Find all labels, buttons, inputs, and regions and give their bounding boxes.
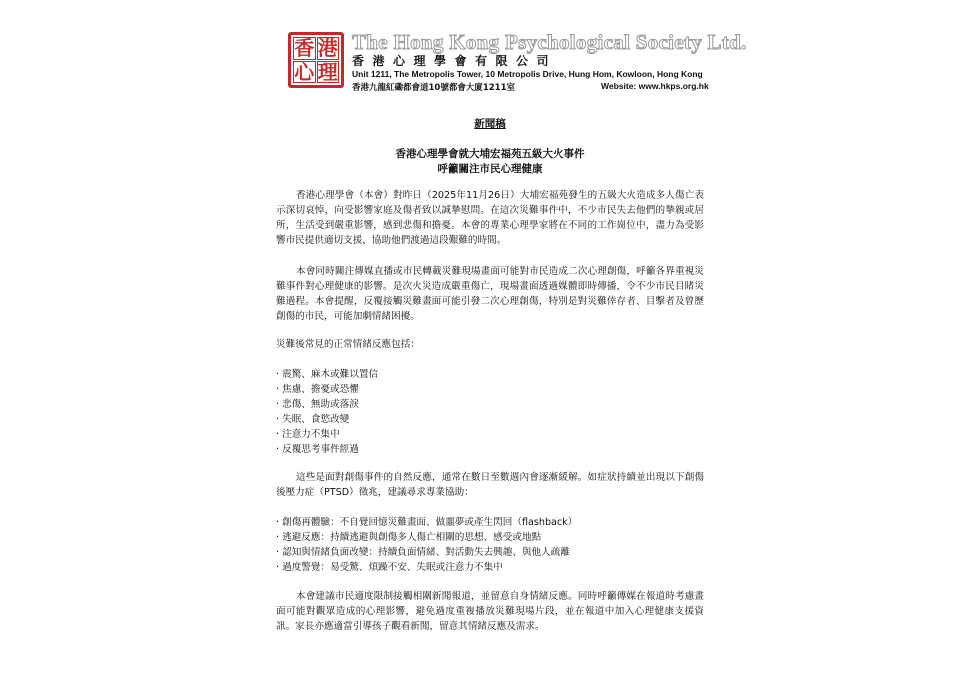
paragraph-ptsd-intro: 這些是面對創傷事件的自然反應，通常在數日至數週內會逐漸緩解。如症狀持續並出現以下創傷後壓力症（PTSD）徵兆，建議尋求專業協助： (276, 472, 704, 498)
seal-char: 港 (317, 36, 338, 61)
list-item: · 震驚、麻木或難以置信 (276, 369, 379, 380)
paragraph-reactions-intro: 災難後常見的正常情緒反應包括： (276, 339, 420, 350)
seal-char: 理 (317, 59, 338, 84)
paragraph-media-concern: 本會同時關注傳媒直播或市民轉載災難現場畫面可能對市民造成二次心理創傷，呼籲各界重視災難事件對心理健康的影響。是次火災造成嚴重傷亡，現場畫面透過媒體即時傳播，令不少市民目睹災難過程。本會提醒，反覆接觸災難畫面可能引發二次心理創傷，特別是對災難倖存者、目擊者及曾歷創傷的市民，可能加劇情緒困擾。 (276, 266, 704, 322)
paragraph-recommendation: 本會建議市民適度限制接觸相關新聞報道，並留意自身情緒反應。同時呼籲傳媒在報道時考慮畫面可能對觀眾造成的心理影響，避免過度重複播放災難現場片段，並在報道中加入心理健康支援資訊。家長亦應適當引導孩子觀看新聞，留意其情緒反應及需求。 (276, 591, 704, 632)
list-item: · 認知與情緒負面改變：持續負面情緒、對活動失去興趣、與他人疏離 (276, 547, 570, 558)
press-release-label: 新聞稿 (474, 118, 506, 130)
list-item: · 焦慮、擔憂或恐懼 (276, 384, 359, 395)
document-title-line2: 呼籲關注市民心理健康 (437, 163, 543, 175)
reactions-list (276, 367, 704, 457)
seal-char: 心 (294, 59, 315, 84)
letterhead-title-cn: 香港心理學會有限公司 (352, 54, 558, 68)
society-seal-logo (288, 32, 344, 88)
letterhead-title-en: The Hong Kong Psychological Society Ltd. (352, 30, 747, 54)
letterhead-website: Website: www.hkps.org.hk (601, 81, 709, 91)
ptsd-signs-list (276, 515, 704, 575)
seal-char: 香 (294, 36, 315, 61)
letterhead-address-en: Unit 1211, The Metropolis Tower, 10 Metropolis Drive, Hung Hom, Kowloon, Hong Kong (352, 69, 703, 79)
letterhead-address-cn: 香港九龍紅磡都會道10號都會大廈1211室 (352, 83, 515, 93)
list-item: · 過度警覺：易受驚、煩躁不安、失眠或注意力不集中 (276, 562, 503, 573)
list-item: · 悲傷、無助或落淚 (276, 399, 359, 410)
paragraph-condolence: 香港心理學會（本會）對昨日（2025年11月26日）大埔宏福苑發生的五級大火造成多人傷亡表示深切哀悼，向受影響家庭及傷者致以誠摯慰問。在這次災難事件中，不少市民失去他們的摯親或居所，生活受到嚴重影響，感到悲傷和擔憂。本會的專業心理學家將在不同的工作崗位中，盡力為受影響市民提供適切支援，協助他們渡過這段艱難的時間。 (276, 190, 704, 246)
document-title-line1: 香港心理學會就大埔宏福苑五級大火事件 (395, 148, 585, 160)
list-item: · 逃避反應：持續逃避與創傷多人傷亡相關的思想、感受或地點 (276, 532, 542, 543)
list-item: · 注意力不集中 (276, 429, 340, 440)
list-item: · 創傷再體驗：不自覺回憶災難畫面、做噩夢或產生閃回（flashback） (276, 517, 578, 528)
list-item: · 失眠、食慾改變 (276, 414, 350, 425)
list-item: · 反覆思考事件經過 (276, 444, 359, 455)
